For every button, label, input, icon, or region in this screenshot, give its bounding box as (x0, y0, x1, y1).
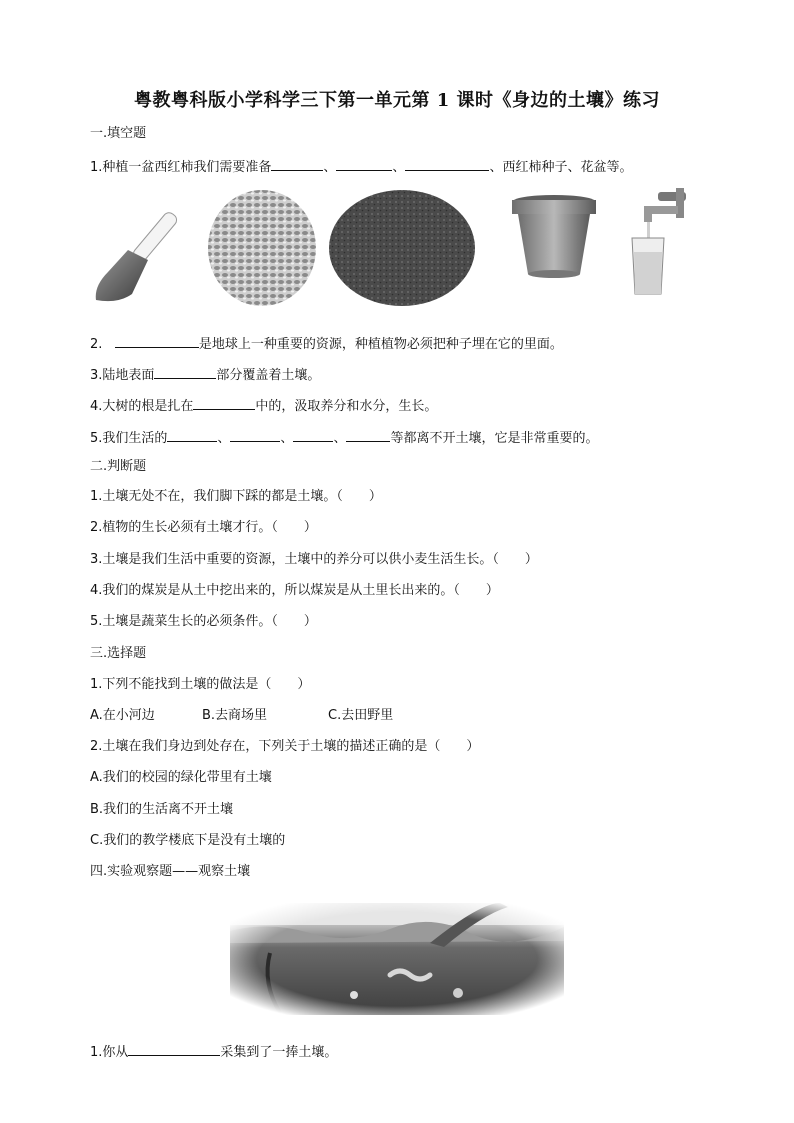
choice-options-1 (90, 707, 393, 725)
answer-blank[interactable] (115, 333, 199, 348)
materials-image-row (88, 188, 708, 308)
faucet-water-image (618, 188, 708, 304)
judge-question-1: 1.土壤无处不在，我们脚下踩的都是土壤。（ ） (90, 489, 382, 504)
answer-blank[interactable] (336, 156, 392, 171)
answer-blank[interactable] (193, 395, 255, 410)
answer-blank[interactable] (405, 156, 489, 171)
answer-blank[interactable] (293, 427, 333, 442)
soil-cross-section-image (230, 903, 564, 1015)
option-c[interactable]: C.去田野里 (328, 708, 394, 723)
answer-blank[interactable] (167, 427, 217, 442)
judge-question-3: 3.土壤是我们生活中重要的资源，土壤中的养分可以供小麦生活生长。（ ） (90, 552, 538, 567)
experiment-question-1: 1.你从 采集到了一捧土壤。 (90, 1041, 337, 1062)
fill-question-1: 1.种植一盆西红柿我们需要准备 、 、 、西红柿种子、花盆等。 (90, 156, 632, 177)
flower-pot-image (508, 188, 600, 288)
judge-question-5: 5.土壤是蔬菜生长的必须条件。（ ） (90, 614, 317, 629)
fill-question-2: 2. 是地球上一种重要的资源，种植植物必须把种子埋在它的里面。 (90, 333, 563, 354)
fill-question-3: 3.陆地表面 部分覆盖着土壤。 (90, 364, 320, 385)
answer-blank[interactable] (154, 364, 216, 379)
option-c[interactable]: C.我们的教学楼底下是没有土壤的 (90, 833, 286, 848)
section-heading-experiment: 四.实验观察题——观察土壤 (90, 864, 251, 879)
option-a[interactable]: A.我们的校园的绿化带里有土壤 (90, 770, 272, 785)
answer-blank[interactable] (128, 1041, 220, 1056)
gravel-image (206, 188, 318, 308)
option-b[interactable]: B.去商场里 (202, 708, 268, 723)
section-heading-fill: 一.填空题 (90, 126, 147, 141)
option-a[interactable]: A.在小河边 (90, 708, 155, 723)
judge-question-4: 4.我们的煤炭是从土中挖出来的，所以煤炭是从土里长出来的。（ ） (90, 583, 499, 598)
fill-question-5: 5.我们生活的 、 、 、 等都离不开土壤，它是非常重要的。 (90, 427, 598, 448)
trowel-image (88, 188, 198, 308)
section-heading-choice: 三.选择题 (90, 646, 147, 661)
choice-question-2: 2.土壤在我们身边到处存在，下列关于土壤的描述正确的是（ ） (90, 739, 480, 754)
answer-blank[interactable] (230, 427, 280, 442)
option-b[interactable]: B.我们的生活离不开土壤 (90, 802, 234, 817)
answer-blank[interactable] (346, 427, 390, 442)
soil-image (328, 188, 476, 308)
judge-question-2: 2.植物的生长必须有土壤才行。（ ） (90, 520, 317, 535)
fill-question-4: 4.大树的根是扎在 中的，汲取养分和水分，生长。 (90, 395, 437, 416)
answer-blank[interactable] (271, 156, 323, 171)
section-heading-judge: 二.判断题 (90, 459, 147, 474)
choice-question-1: 1.下列不能找到土壤的做法是（ ） (90, 677, 311, 692)
page-title: 粤教粤科版小学科学三下第一单元第 1 课时《身边的土壤》练习 (133, 90, 661, 111)
